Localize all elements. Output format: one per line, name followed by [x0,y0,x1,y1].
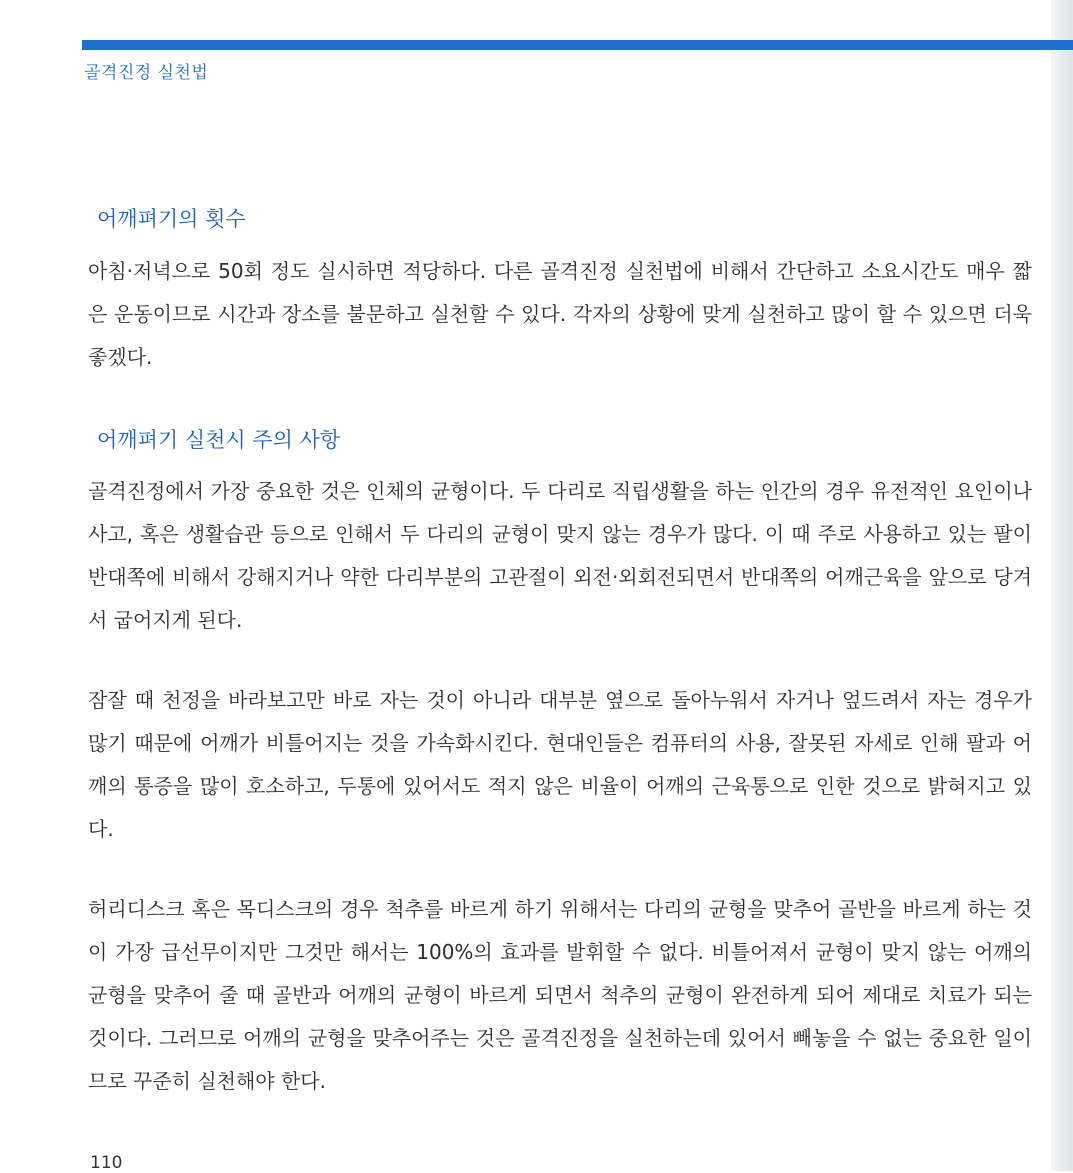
running-title: 골격진정 실천법 [84,63,209,83]
paragraph-count: 아침·저녁으로 50회 정도 실시하면 적당하다. 다른 골격진정 실천법에 비해서 간단하고 소요시간도 매우 짧은 운동이므로 시간과 장소를 불문하고 실천할 수 있다. 각자의 상황에 맞게 실천하고 많이 할 수 있으면 더욱 좋겠다. [88,259,1032,369]
section-heading-count: 어깨펴기의 횟수 [97,207,246,231]
paragraph-disc: 허리디스크 혹은 목디스크의 경우 척추를 바르게 하기 위해서는 다리의 균형을 맞추어 골반을 바르게 하는 것이 가장 급선무이지만 그것만 해서는 100%의 효과를 발휘할 수 없다. 비틀어져서 균형이 맞지 않는 어깨의 균형을 맞추어 줄 때 골반과 어깨의 균형이 바르게 되면서 척추의 균형이 완전하게 되어 제대로 치료가 되는 것이다. 그러므로 어깨의 균형을 맞추어주는 것은 골격진정을 실천하는데 있어서 빼놓을 수 없는 중요한 일이므로 꾸준히 실천해야 한다. [88,897,1032,1093]
header-accent-bar [82,40,1073,50]
page-number: 110 [90,1153,123,1173]
paragraph-sleep-posture: 잠잘 때 천정을 바라보고만 바로 자는 것이 아니라 대부분 옆으로 돌아누워서 자거나 엎드려서 자는 경우가 많기 때문에 어깨가 비틀어지는 것을 가속화시킨다. 현대인들은 컴퓨터의 사용, 잘못된 자세로 인해 팔과 어깨의 통증을 많이 호소하고, 두통에 있어서도 적지 않은 비율이 어깨의 근육통으로 인한 것으로 밝혀지고 있다. [88,688,1032,841]
page-edge-shadow [1051,0,1073,1171]
paragraph-balance: 골격진정에서 가장 중요한 것은 인체의 균형이다. 두 다리로 직립생활을 하는 인간의 경우 유전적인 요인이나 사고, 혹은 생활습관 등으로 인해서 두 다리의 균형이 맞지 않는 경우가 많다. 이 때 주로 사용하고 있는 팔이 반대쪽에 비해서 강해지거나 약한 다리부분의 고관절이 외전·외회전되면서 반대쪽의 어깨근육을 앞으로 당겨서 굽어지게 된다. [88,479,1032,632]
section-heading-cautions: 어깨펴기 실천시 주의 사항 [97,428,341,452]
